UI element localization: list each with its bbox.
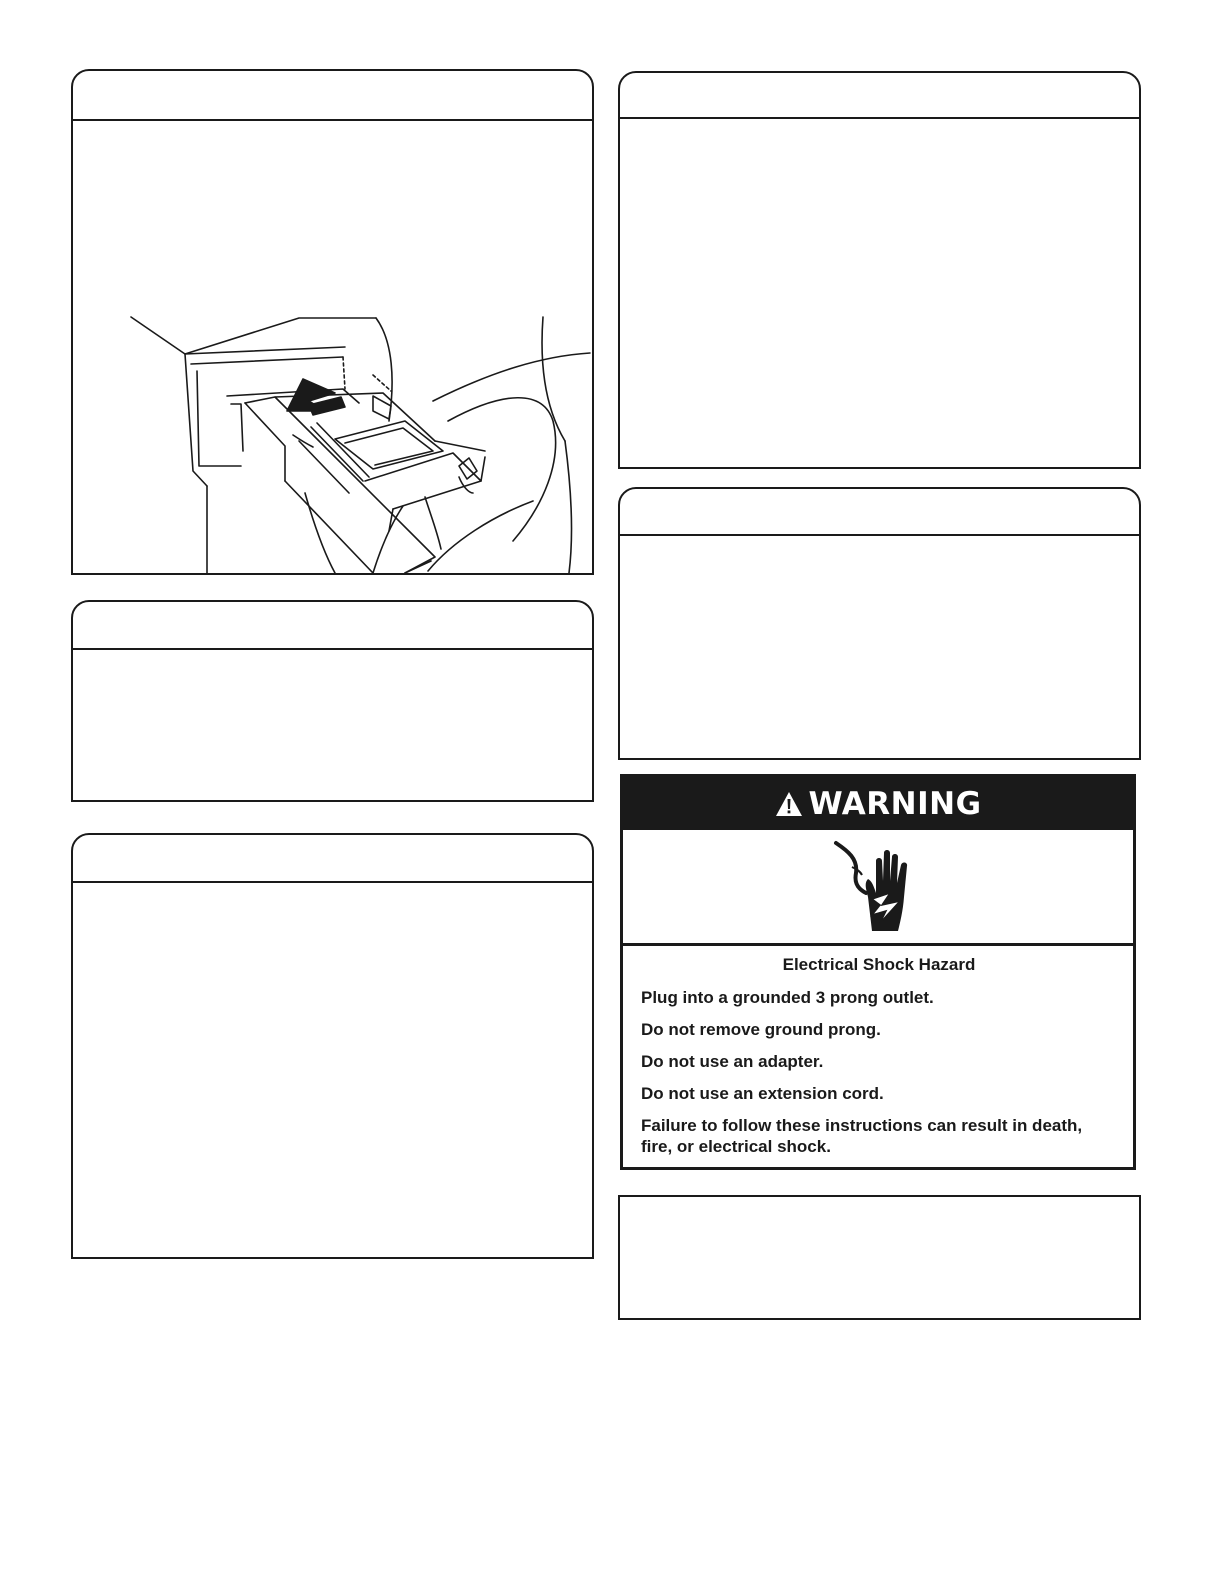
dispenser-drawer-illustration xyxy=(73,121,592,573)
warning-instruction: Do not use an extension cord. xyxy=(641,1084,884,1103)
section-body-5 xyxy=(620,536,1139,758)
warning-instruction: Do not remove ground prong. xyxy=(641,1020,881,1039)
warning-title: WARNING xyxy=(808,785,982,822)
warning-triangle-icon xyxy=(774,790,804,818)
warning-symbol-row xyxy=(623,830,1133,946)
section-header-4 xyxy=(620,73,1139,119)
section-body-3 xyxy=(73,883,592,1257)
electrical-warning-box xyxy=(620,774,1136,1170)
dispenser-section-body xyxy=(73,121,592,573)
dispenser-section-header xyxy=(73,71,592,121)
section-panel-3 xyxy=(71,833,594,1259)
section-header-2 xyxy=(73,602,592,650)
section-panel-5 xyxy=(618,487,1141,760)
section-header-3 xyxy=(73,835,592,883)
electrical-shock-hand-icon xyxy=(828,837,928,937)
section-panel-2 xyxy=(71,600,594,802)
section-body-4 xyxy=(620,119,1139,467)
hazard-title: Electrical Shock Hazard xyxy=(782,955,976,974)
section-panel-6 xyxy=(618,1195,1141,1320)
warning-instruction: Do not use an adapter. xyxy=(641,1052,824,1071)
warning-instruction: Plug into a grounded 3 prong outlet. xyxy=(641,988,934,1007)
section-panel-4 xyxy=(618,71,1141,469)
warning-instruction: Failure to follow these instructions can result in death, fire, or electrical shock. xyxy=(641,1116,1083,1156)
dispenser-section-panel xyxy=(71,69,594,575)
section-body-2 xyxy=(73,650,592,800)
warning-text xyxy=(623,946,1133,1168)
warning-header xyxy=(623,777,1133,830)
section-header-5 xyxy=(620,489,1139,536)
